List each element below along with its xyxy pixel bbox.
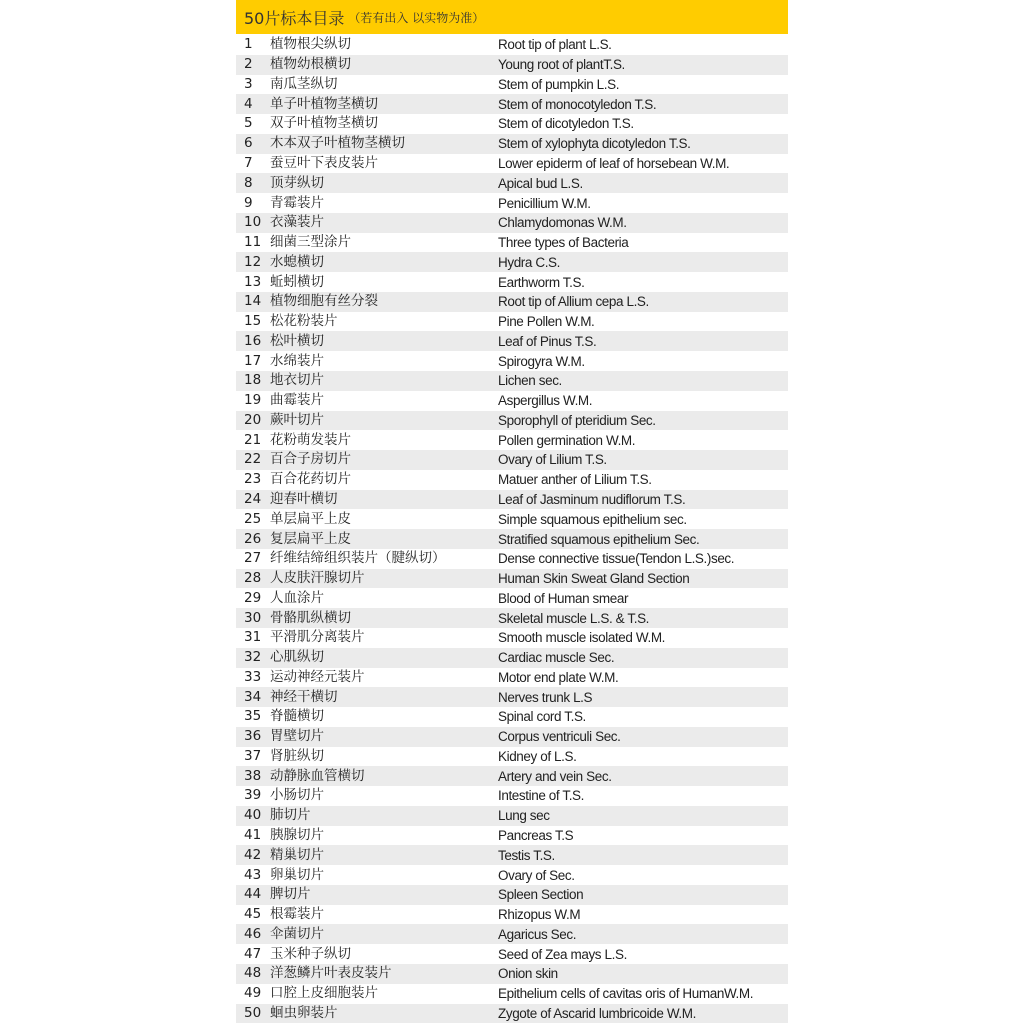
item-chinese-name: 肺切片 <box>270 807 311 824</box>
item-chinese-name: 根霉装片 <box>270 906 324 923</box>
item-chinese-name: 植物幼根横切 <box>270 56 351 73</box>
item-english-name: Spinal cord T.S. <box>498 709 586 725</box>
list-item <box>236 292 788 312</box>
item-english-name: Root tip of plant L.S. <box>498 37 612 53</box>
item-chinese-name: 小肠切片 <box>270 787 324 804</box>
item-number: 40 <box>244 807 262 824</box>
item-chinese-name: 心肌纵切 <box>270 649 324 666</box>
list-item <box>236 371 788 391</box>
item-number: 22 <box>244 451 262 468</box>
item-english-name: Root tip of Allium cepa L.S. <box>498 294 649 310</box>
item-number: 6 <box>244 135 253 152</box>
item-chinese-name: 伞菌切片 <box>270 925 324 942</box>
item-chinese-name: 口腔上皮细胞装片 <box>270 985 378 1002</box>
list-item <box>236 154 788 174</box>
item-chinese-name: 南瓜茎纵切 <box>270 75 338 92</box>
item-chinese-name: 植物细胞有丝分裂 <box>270 293 378 310</box>
item-chinese-name: 精巢切片 <box>270 846 324 863</box>
item-english-name: Sporophyll of pteridium Sec. <box>498 412 656 428</box>
item-number: 13 <box>244 273 262 290</box>
item-number: 25 <box>244 510 262 527</box>
item-number: 8 <box>244 174 253 191</box>
list-item <box>236 984 788 1004</box>
list-item <box>236 490 788 510</box>
list-item <box>236 94 788 114</box>
list-item <box>236 885 788 905</box>
item-english-name: Kidney of L.S. <box>498 748 577 764</box>
item-number: 35 <box>244 708 262 725</box>
list-item <box>236 114 788 134</box>
item-english-name: Young root of plantT.S. <box>498 57 625 73</box>
item-number: 3 <box>244 75 253 92</box>
item-number: 24 <box>244 490 262 507</box>
list-item <box>236 1004 788 1024</box>
item-chinese-name: 脊髓横切 <box>270 708 324 725</box>
item-chinese-name: 运动神经元装片 <box>270 668 365 685</box>
list-item <box>236 786 788 806</box>
item-number: 4 <box>244 95 253 112</box>
item-english-name: Zygote of Ascarid lumbricoide W.M. <box>498 1005 696 1021</box>
item-english-name: Cardiac muscle Sec. <box>498 650 615 666</box>
item-chinese-name: 木本双子叶植物茎横切 <box>270 135 405 152</box>
item-chinese-name: 衣藻装片 <box>270 214 324 231</box>
list-item <box>236 549 788 569</box>
item-chinese-name: 迎春叶横切 <box>270 490 338 507</box>
item-english-name: Ovary of Lilium T.S. <box>498 452 607 468</box>
item-chinese-name: 复层扁平上皮 <box>270 530 351 547</box>
item-chinese-name: 水绵装片 <box>270 352 324 369</box>
list-item <box>236 450 788 470</box>
list-item <box>236 964 788 984</box>
list-item <box>236 628 788 648</box>
item-english-name: Motor end plate W.M. <box>498 669 619 685</box>
item-chinese-name: 单层扁平上皮 <box>270 510 351 527</box>
item-chinese-name: 细菌三型涂片 <box>270 234 351 251</box>
item-number: 42 <box>244 846 262 863</box>
item-chinese-name: 植物根尖纵切 <box>270 36 351 53</box>
item-english-name: Penicillium W.M. <box>498 195 591 211</box>
item-number: 37 <box>244 747 262 764</box>
item-english-name: Spleen Section <box>498 887 584 903</box>
item-english-name: Onion skin <box>498 966 558 982</box>
item-english-name: Smooth muscle isolated W.M. <box>498 630 666 646</box>
list-item <box>236 272 788 292</box>
item-number: 16 <box>244 332 262 349</box>
list-item <box>236 351 788 371</box>
item-english-name: Lower epiderm of leaf of horsebean W.M. <box>498 155 730 171</box>
item-english-name: Leaf of Jasminum nudiflorum T.S. <box>498 491 686 507</box>
item-number: 36 <box>244 728 262 745</box>
item-chinese-name: 青霉装片 <box>270 194 324 211</box>
item-number: 21 <box>244 431 262 448</box>
item-number: 33 <box>244 668 262 685</box>
item-english-name: Stem of monocotyledon T.S. <box>498 96 657 112</box>
item-number: 18 <box>244 372 262 389</box>
list-item <box>236 826 788 846</box>
item-chinese-name: 百合子房切片 <box>270 451 351 468</box>
item-english-name: Three types of Bacteria <box>498 235 629 251</box>
item-chinese-name: 双子叶植物茎横切 <box>270 115 378 132</box>
item-number: 30 <box>244 609 262 626</box>
list-item <box>236 430 788 450</box>
list-item <box>236 55 788 75</box>
item-chinese-name: 曲霉装片 <box>270 392 324 409</box>
item-number: 41 <box>244 827 262 843</box>
catalog-list <box>236 35 788 1023</box>
item-number: 27 <box>244 550 262 567</box>
item-chinese-name: 蕨叶切片 <box>270 411 324 428</box>
item-english-name: Agaricus Sec. <box>498 926 577 942</box>
item-chinese-name: 百合花药切片 <box>270 471 351 488</box>
item-english-name: Nerves trunk L.S <box>498 689 593 705</box>
item-chinese-name: 地衣切片 <box>270 372 324 389</box>
catalog-title: 50片标本目录 <box>244 8 345 28</box>
item-number: 45 <box>244 906 262 923</box>
list-item <box>236 193 788 213</box>
list-item <box>236 75 788 95</box>
list-item <box>236 944 788 964</box>
item-number: 26 <box>244 530 262 547</box>
item-english-name: Intestine of T.S. <box>498 788 585 804</box>
item-english-name: Chlamydomonas W.M. <box>498 215 627 231</box>
list-item <box>236 845 788 865</box>
item-chinese-name: 玉米种子纵切 <box>270 945 351 962</box>
item-english-name: Hydra C.S. <box>498 254 561 270</box>
item-number: 2 <box>244 56 253 73</box>
item-number: 19 <box>244 392 262 409</box>
item-english-name: Epithelium cells of cavitas oris of HumanW.M. <box>498 986 754 1002</box>
item-chinese-name: 蛔虫卵装片 <box>270 1004 338 1021</box>
item-chinese-name: 胃壁切片 <box>270 728 324 745</box>
item-chinese-name: 卵巢切片 <box>270 866 324 883</box>
item-english-name: Ovary of Sec. <box>498 867 575 883</box>
list-item <box>236 391 788 411</box>
item-number: 5 <box>244 115 253 132</box>
item-english-name: Lichen sec. <box>498 373 562 389</box>
item-english-name: Human Skin Sweat Gland Section <box>498 571 690 587</box>
item-number: 34 <box>244 688 262 705</box>
item-chinese-name: 肾脏纵切 <box>270 747 324 764</box>
item-number: 29 <box>244 589 262 606</box>
list-item <box>236 747 788 767</box>
item-chinese-name: 动静脉血管横切 <box>270 767 365 784</box>
list-item <box>236 529 788 549</box>
list-item <box>236 766 788 786</box>
item-number: 50 <box>244 1004 262 1021</box>
item-number: 39 <box>244 787 262 804</box>
list-item <box>236 727 788 747</box>
item-english-name: Stem of dicotyledon T.S. <box>498 116 634 132</box>
item-english-name: Matuer anther of Lilium T.S. <box>498 472 652 488</box>
item-english-name: Leaf of Pinus T.S. <box>498 333 597 349</box>
item-chinese-name: 顶芽纵切 <box>270 174 324 191</box>
item-english-name: Stratified squamous epithelium Sec. <box>498 531 700 547</box>
item-chinese-name: 纤维结缔组织装片（腱纵切） <box>270 550 446 567</box>
item-chinese-name: 人血涂片 <box>270 589 324 606</box>
item-english-name: Stem of xylophyta dicotyledon T.S. <box>498 136 691 152</box>
list-item <box>236 905 788 925</box>
list-item <box>236 588 788 608</box>
item-chinese-name: 骨骼肌纵横切 <box>270 609 351 626</box>
list-item <box>236 865 788 885</box>
item-number: 43 <box>244 866 262 883</box>
item-number: 14 <box>244 293 262 310</box>
item-english-name: Testis T.S. <box>498 847 555 863</box>
item-chinese-name: 松叶横切 <box>270 332 324 349</box>
item-english-name: Aspergillus W.M. <box>498 393 593 409</box>
item-number: 23 <box>244 471 262 488</box>
item-english-name: Pancreas T.S <box>498 828 574 843</box>
list-item <box>236 213 788 233</box>
item-number: 28 <box>244 570 262 587</box>
item-english-name: Lung sec <box>498 808 550 824</box>
list-item <box>236 509 788 529</box>
list-item <box>236 569 788 589</box>
list-item <box>236 806 788 826</box>
item-number: 44 <box>244 886 262 903</box>
list-item <box>236 252 788 272</box>
item-number: 17 <box>244 352 262 369</box>
catalog-note: （若有出入 以实物为准） <box>348 10 485 25</box>
item-english-name: Rhizopus W.M <box>498 907 581 923</box>
list-item <box>236 173 788 193</box>
item-number: 11 <box>244 234 262 251</box>
list-item <box>236 608 788 628</box>
list-item <box>236 312 788 332</box>
item-english-name: Apical bud L.S. <box>498 175 583 191</box>
item-chinese-name: 脾切片 <box>270 886 311 903</box>
item-number: 49 <box>244 985 262 1002</box>
item-number: 20 <box>244 411 262 428</box>
item-number: 31 <box>244 629 262 646</box>
item-english-name: Spirogyra W.M. <box>498 353 585 369</box>
item-english-name: Blood of Human smear <box>498 590 629 606</box>
item-chinese-name: 人皮肤汗腺切片 <box>270 570 365 587</box>
item-english-name: Simple squamous epithelium sec. <box>498 511 687 527</box>
list-item <box>236 331 788 351</box>
list-item <box>236 924 788 944</box>
item-chinese-name: 松花粉装片 <box>270 313 338 330</box>
item-chinese-name: 花粉萌发装片 <box>270 431 351 448</box>
list-item <box>236 648 788 668</box>
item-chinese-name: 单子叶植物茎横切 <box>270 95 378 112</box>
item-number: 10 <box>244 214 262 231</box>
list-item <box>236 668 788 688</box>
item-number: 9 <box>244 194 253 211</box>
item-number: 32 <box>244 649 262 666</box>
item-english-name: Pine Pollen W.M. <box>498 314 595 330</box>
list-item <box>236 687 788 707</box>
specimen-catalog <box>236 0 788 1024</box>
item-chinese-name: 水螅横切 <box>270 253 324 270</box>
item-english-name: Pollen germination W.M. <box>498 432 636 448</box>
list-item <box>236 35 788 55</box>
item-english-name: Skeletal muscle L.S. & T.S. <box>498 610 650 626</box>
item-chinese-name: 蚯蚓横切 <box>270 273 324 290</box>
list-item <box>236 470 788 490</box>
item-english-name: Dense connective tissue(Tendon L.S.)sec. <box>498 551 735 567</box>
item-english-name: Artery and vein Sec. <box>498 768 612 784</box>
list-item <box>236 233 788 253</box>
item-chinese-name: 平滑肌分离装片 <box>270 629 365 646</box>
item-english-name: Corpus ventriculi Sec. <box>498 729 621 745</box>
item-number: 46 <box>244 925 262 942</box>
item-number: 38 <box>244 767 262 784</box>
item-number: 48 <box>244 965 262 982</box>
item-english-name: Stem of pumpkin L.S. <box>498 76 620 92</box>
item-chinese-name: 洋葱鳞片叶表皮装片 <box>270 965 392 982</box>
item-number: 15 <box>244 313 262 330</box>
list-item <box>236 134 788 154</box>
item-number: 47 <box>244 945 262 962</box>
list-item <box>236 411 788 431</box>
item-number: 1 <box>244 36 253 53</box>
item-number: 7 <box>244 154 253 171</box>
catalog-header <box>236 0 788 34</box>
item-chinese-name: 胰腺切片 <box>270 827 324 843</box>
item-chinese-name: 神经干横切 <box>270 688 338 705</box>
item-number: 12 <box>244 253 262 270</box>
item-chinese-name: 蚕豆叶下表皮装片 <box>270 154 378 171</box>
list-item <box>236 707 788 727</box>
item-english-name: Earthworm T.S. <box>498 274 585 290</box>
item-english-name: Seed of Zea mays L.S. <box>498 946 627 962</box>
